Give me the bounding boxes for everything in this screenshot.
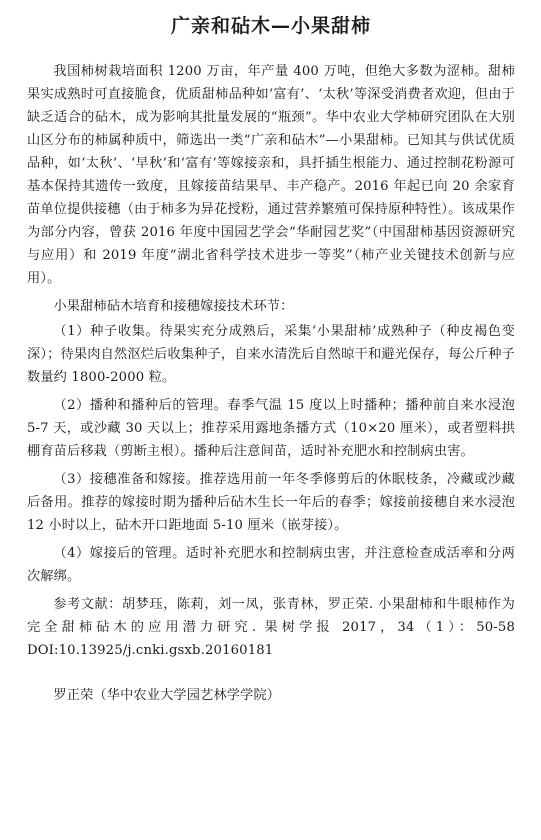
step-3-paragraph: （3）接穗准备和嫁接。推荐选用前一年冬季修剪后的休眠枝条，冷藏或沙藏后备用。推荐的嫁接时期为播种后砧木生长一年后的春季；嫁接前接穗自来水浸泡 12 小时以上，砧木开口距地面 5-10 厘米（嵌芽接）。 — [27, 472, 515, 533]
intro-paragraph: 我国柿树栽培面积 1200 万亩，年产量 400 万吨，但绝大多数为涩柿。甜柿果实成熟时可直接脆食，优质甜柿品种如‘富有’、‘太秋’等深受消费者欢迎，但由于缺乏适合的砧木，成为影响其批量发展的“瓶颈”。华中农业大学柿研究团队在大别山区分布的柿属种质中，筛选出一类“广亲和砧木”—小果甜柿。已知其与供试优质品种，如‘太秋’、‘早秋’和‘富有’等嫁接亲和，具扦插生根能力、通过控制花粉源可基本保持其遗传一致度，且嫁接苗结果早、丰产稳产。2016 年起已向 20 余家育苗单位提供接穗（由于柿多为异花授粉，通过营养繁殖可保持原种特性）。该成果作为部分内容，曾获 2016 年度中国园艺学会“华耐园艺奖”（中国甜柿基因资源研究与应用）和 2019 年度“湖北省科学技术进步一等奖”（柿产业关键技术创新与应用）。 — [27, 64, 515, 286]
step-2-paragraph: （2）播种和播种后的管理。春季气温 15 度以上时播种；播种前自来水浸泡 5-7 天，或沙藏 30 天以上；推荐采用露地条播方式（10×20 厘米），或者塑料拱棚育苗后移栽（剪断主根）。播种后注意间苗，适时补充肥水和控制病虫害。 — [27, 398, 515, 459]
author-line: 罗正荣（华中农业大学园艺林学学院） — [53, 688, 281, 703]
article-body — [27, 60, 515, 707]
reference-paragraph: 参考文献：胡梦珏，陈莉，刘一凤，张青林，罗正荣. 小果甜柿和牛眼柿作为完全甜柿砧木的应用潜力研究. 果树学报 2017，34（1）：50-58 DOI:10.13925/j.cnki.gsxb.20160181 — [27, 597, 515, 658]
step-4-paragraph: （4）嫁接后的管理。适时补充肥水和控制病虫害，并注意检查成活率和分两次解绑。 — [27, 546, 515, 584]
technique-lead-paragraph: 小果甜柿砧木培育和接穗嫁接技术环节： — [53, 299, 294, 314]
article-title: 广亲和砧木—小果甜柿 — [170, 15, 371, 37]
step-1-paragraph: （1）种子收集。待果实充分成熟后，采集‘小果甜柿’成熟种子（种皮褐色变深）；待果肉自然沤烂后收集种子，自来水清洗后自然晾干和避光保存，每公斤种子数量约 1800-2000 粒。 — [27, 324, 515, 385]
